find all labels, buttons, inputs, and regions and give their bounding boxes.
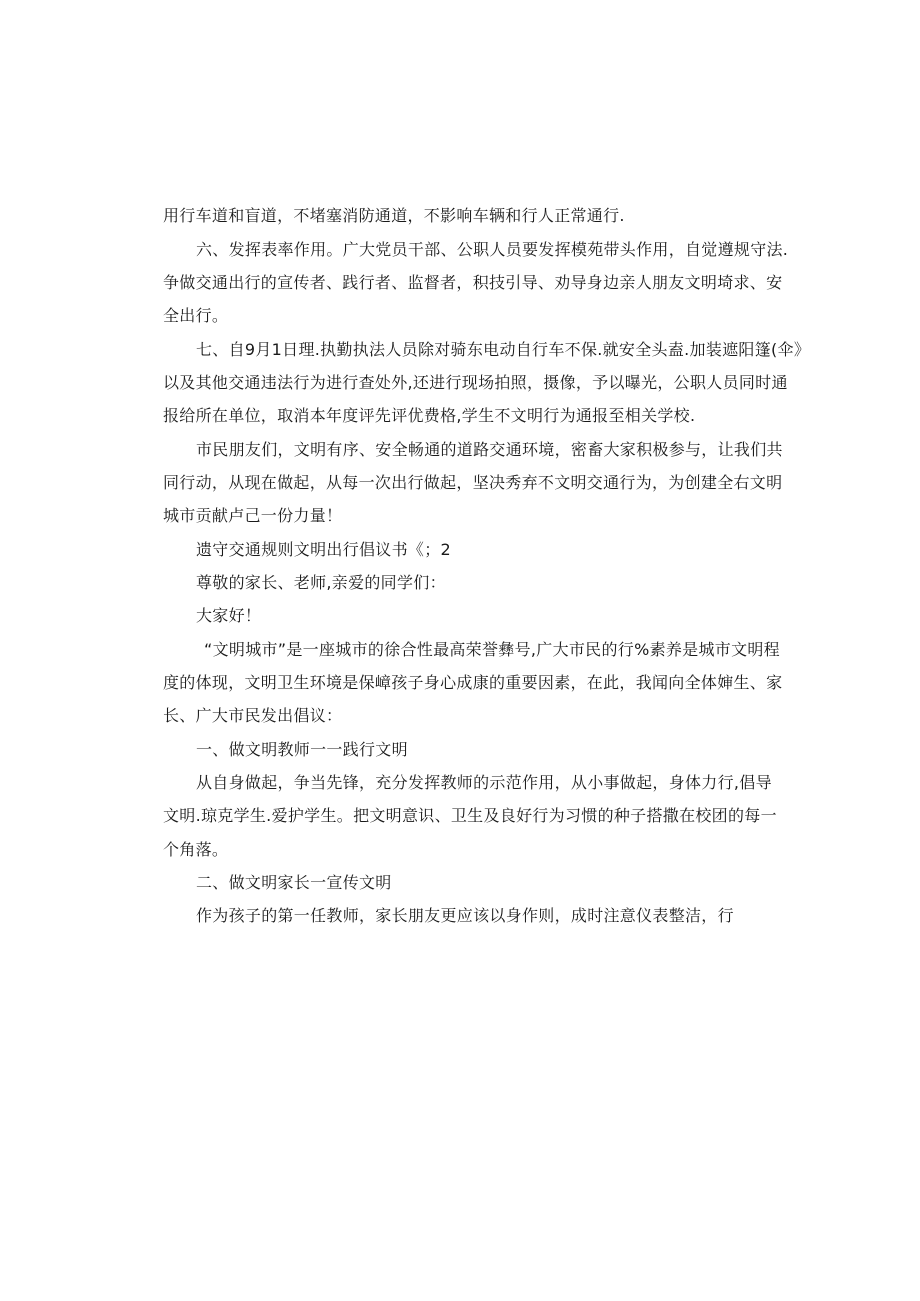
text-line: 用行车道和盲道，不堵塞消防通道，不影响车辆和行人正常通行.	[163, 206, 625, 225]
text-line: 市民朋友们，文明有序、安全畅通的道路交通环境，密畜大家积极参与，让我们共	[196, 440, 783, 459]
text-line: 报给所在单位，取消本年度评先评优费格,学生不文明行为通报至相关学校.	[163, 406, 696, 425]
section-heading: 二、做文明家长一宣传文明	[196, 873, 392, 892]
text-line: 七、自9月1日理.执勤执法人员除对骑东电动自行车不保.就安全头盍.加装遮阳篷(伞》	[196, 340, 811, 359]
text-line: 从自身做起，争当先锋，充分发挥教师的示范作用，从小事做起，身体力行,倡导	[196, 773, 772, 792]
text-line: 以及其他交通违法行为进行查处外,还进行现场拍照，摄像，予以曝光，公职人员同时通	[163, 373, 788, 392]
text-line: 度的体现，文明卫生环境是保嶂孩子身心成康的重要因素，在此，我闻向全体婶生、家	[163, 673, 783, 692]
text-line: 个角落。	[163, 840, 229, 859]
text-line: 文明.琼克学生.爱护学生。把文明意识、卫生及良好行为习惯的种子搭撒在校团的每一	[163, 806, 777, 825]
text-line: 全出行。	[163, 306, 229, 325]
text-line: 长、广大市民发出倡议：	[163, 706, 343, 725]
greeting: 大家好！	[196, 606, 262, 625]
salutation: 尊敬的家长、老师,亲爱的同学们：	[196, 573, 446, 592]
text-line: “文明城市”是一座城市的徐合性最高荣誉彝号,广大市民的行%素养是城市文明程	[204, 640, 780, 659]
text-line: 同行动，从现在做起，从每一次出行做起，坚决秀弃不文明交通行为，为创建全右文明	[163, 473, 783, 492]
section-heading: 遗守交通规则文明出行倡议书《；2	[196, 540, 451, 559]
text-line: 六、发挥表率作用。广大党员干部、公职人员要发挥模苑带头作用，自觉遵规守法.	[196, 240, 789, 259]
text-line: 争做交通出行的宣传者、践行者、监督者，积技引导、劝导身边亲人朋友文明埼求、安	[163, 273, 783, 292]
text-line: 作为孩子的第一任教师，家长朋友更应该以身作则，成时注意仪表整洁，行	[196, 906, 734, 925]
section-heading: 一、做文明教师一一践行文明	[196, 740, 408, 759]
text-line: 城市贡献卢己一份力量！	[163, 506, 343, 525]
